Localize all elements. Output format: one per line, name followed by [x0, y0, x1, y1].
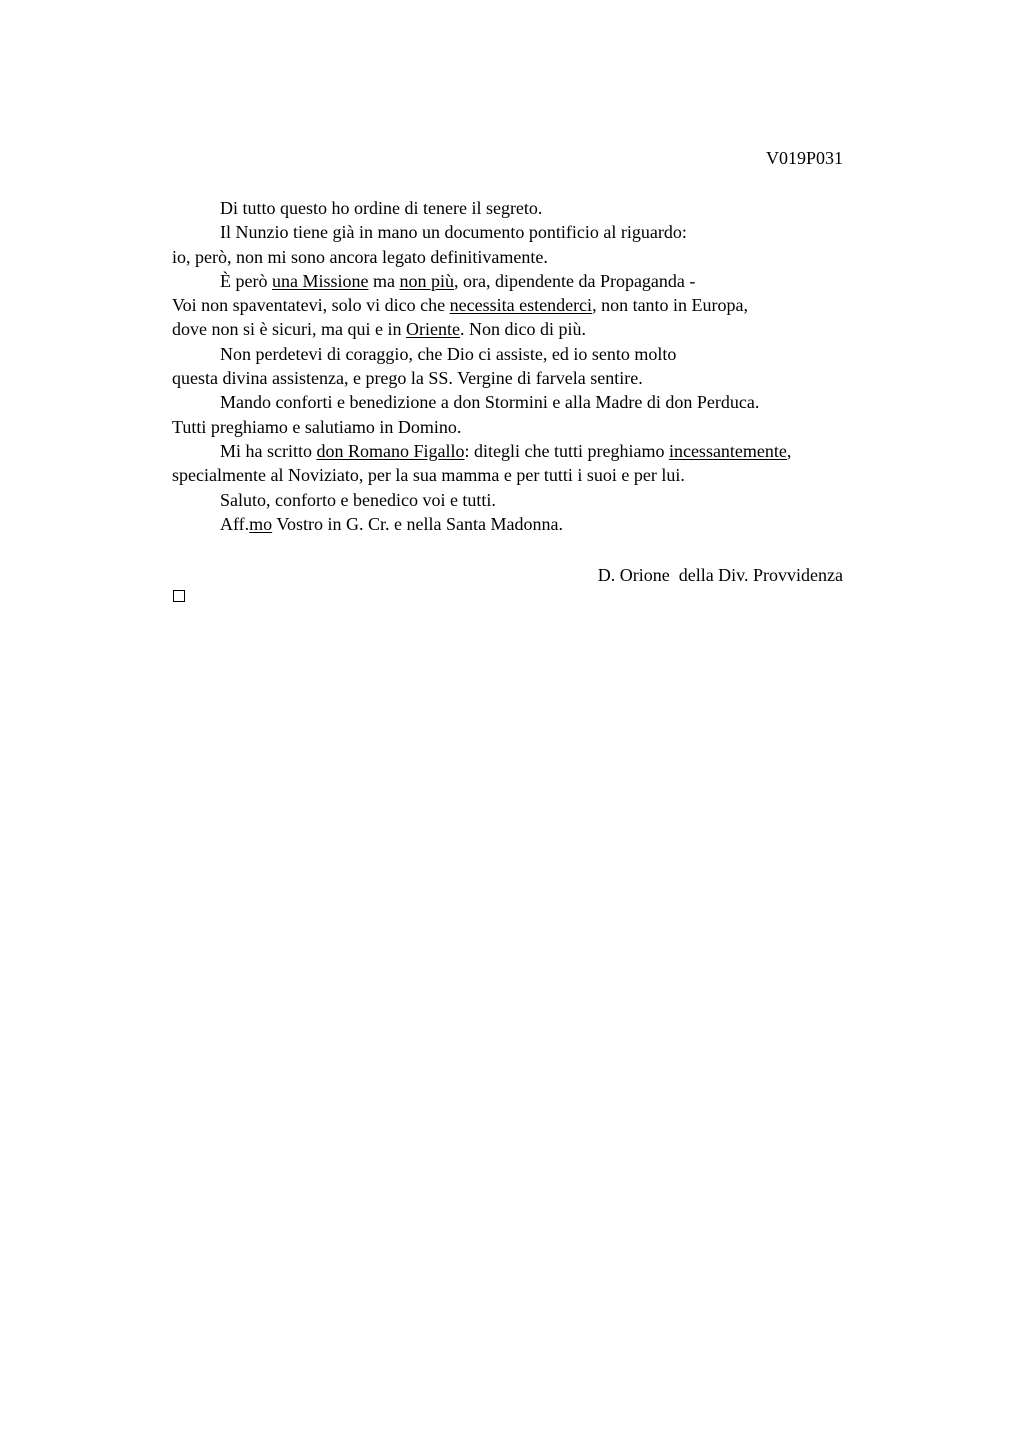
text-line — [172, 512, 892, 536]
text-line — [172, 196, 892, 220]
signature: D. Orione della Div. Provvidenza — [597, 565, 843, 585]
text-line — [172, 342, 892, 366]
text-line — [172, 366, 892, 390]
text-segment: . Non dico di più. — [459, 319, 586, 340]
text-segment: , non tanto in Europa, — [592, 295, 749, 316]
text-line — [172, 220, 892, 244]
text-segment: Non perdetevi di coraggio, che Dio ci assiste, ed io sento molto — [220, 343, 677, 364]
text-line — [172, 488, 892, 512]
text-segment: Mi ha scritto — [220, 440, 317, 461]
underlined-text: Oriente — [405, 319, 460, 340]
text-segment: Saluto, conforto e benedico voi e tutti. — [220, 489, 496, 510]
page-identifier: V019P031 — [765, 148, 843, 168]
underlined-text: necessita estenderci — [449, 295, 593, 316]
letter-body — [172, 196, 892, 536]
end-marker-box-icon — [173, 590, 185, 602]
underlined-text: non più — [399, 270, 454, 291]
text-segment: Di tutto questo ho ordine di tenere il segreto. — [220, 198, 543, 218]
text-segment: Il Nunzio tiene già in mano un documento pontificio al riguardo: — [220, 222, 687, 243]
text-segment: questa divina assistenza, e prego la SS. Vergine di farvela sentire. — [172, 368, 643, 389]
text-line — [172, 463, 892, 487]
underlined-text: mo — [249, 513, 273, 534]
text-segment: ma — [368, 270, 400, 291]
underlined-text: incessantemente — [668, 440, 787, 461]
text-segment: , — [786, 440, 792, 461]
text-line — [172, 293, 892, 317]
text-segment: io, però, non mi sono ancora legato definitivamente. — [172, 246, 548, 267]
text-line — [172, 317, 892, 341]
text-line — [172, 269, 892, 293]
underlined-text: una Missione — [271, 270, 369, 291]
underlined-text: don Romano Figallo — [316, 440, 465, 461]
text-segment: , ora, dipendente da Propaganda - — [454, 270, 696, 291]
text-segment: Vostro in G. Cr. e nella Santa Madonna. — [272, 513, 563, 534]
text-segment: Tutti preghiamo e salutiamo in Domino. — [172, 416, 462, 437]
text-line — [172, 439, 892, 463]
text-segment: Mando conforti e benedizione a don Stormini e alla Madre di don Perduca. — [220, 392, 760, 413]
text-segment: È però — [220, 270, 272, 291]
text-segment: : ditegli che tutti preghiamo — [464, 440, 669, 461]
text-segment: Voi non spaventatevi, solo vi dico che — [172, 295, 450, 316]
text-segment: dove non si è sicuri, ma qui e in — [172, 319, 406, 340]
text-line — [172, 245, 892, 269]
text-segment: Aff. — [220, 513, 250, 534]
text-line — [172, 415, 892, 439]
text-segment: specialmente al Noviziato, per la sua mamma e per tutti i suoi e per lui. — [172, 465, 685, 486]
text-line — [172, 390, 892, 414]
